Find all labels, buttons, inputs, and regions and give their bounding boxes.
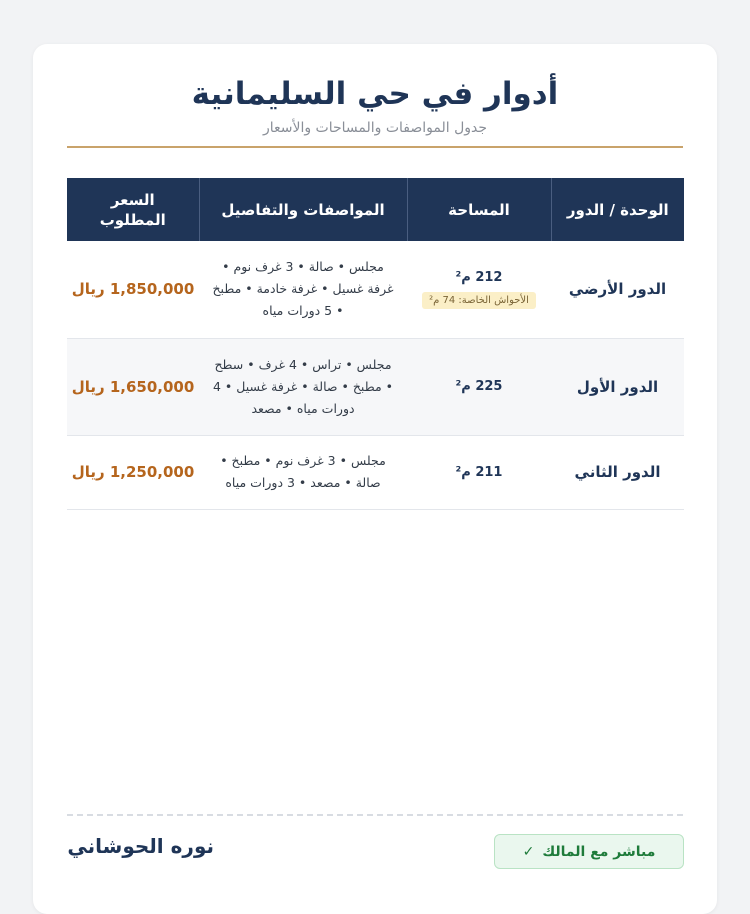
details-text: مجلس • صالة • 3 غرف نوم • غرفة غسيل • غرفة خادمة • مطبخ • 5 دورات مياه: [199, 241, 407, 338]
column-header-details: المواصفات والتفاصيل: [199, 178, 407, 241]
header-divider: [67, 146, 683, 148]
listing-card: [33, 44, 717, 914]
price-value: 1,850,000 ريال: [67, 241, 199, 338]
area-value: 211 م²: [455, 464, 503, 480]
table-header-row: [67, 178, 684, 241]
column-header-area: المساحة: [407, 178, 551, 241]
table-row: [67, 435, 684, 509]
page-subtitle: جدول المواصفات والمساحات والأسعار: [262, 120, 488, 136]
details-text: مجلس • تراس • 4 غرف • سطح • مطبخ • صالة • غرفة غسيل • 4 دورات مياه • مصعد: [199, 338, 407, 435]
badge-label: مباشر مع المالك: [542, 843, 656, 860]
area-cell: [407, 338, 551, 435]
column-header-floor: الوحدة / الدور: [551, 178, 684, 241]
area-cell: [407, 435, 551, 509]
page-title: أدوار في حي السليمانية: [191, 76, 559, 112]
specs-table: [67, 178, 684, 510]
floor-name: الدور الأول: [551, 338, 684, 435]
floor-name: الدور الثاني: [551, 435, 684, 509]
area-note-badge: الأحواش الخاصة: 74 م²: [422, 292, 536, 309]
table-row: [67, 338, 684, 435]
owner-name: نوره الحوشاني: [67, 834, 214, 858]
header: [67, 72, 683, 136]
area-cell: [407, 241, 551, 338]
price-value: 1,250,000 ريال: [67, 435, 199, 509]
area-value: 212 م²: [455, 269, 503, 285]
footer-divider: [67, 814, 683, 816]
check-icon: ✓: [522, 843, 535, 860]
table-row: [67, 241, 684, 338]
floor-name: الدور الأرضي: [551, 241, 684, 338]
price-value: 1,650,000 ريال: [67, 338, 199, 435]
column-header-price: السعر المطلوب: [67, 178, 199, 241]
direct-owner-badge: [494, 834, 684, 869]
details-text: مجلس • 3 غرف نوم • مطبخ • صالة • مصعد • 3 دورات مياه: [199, 435, 407, 509]
area-value: 225 م²: [455, 379, 503, 394]
